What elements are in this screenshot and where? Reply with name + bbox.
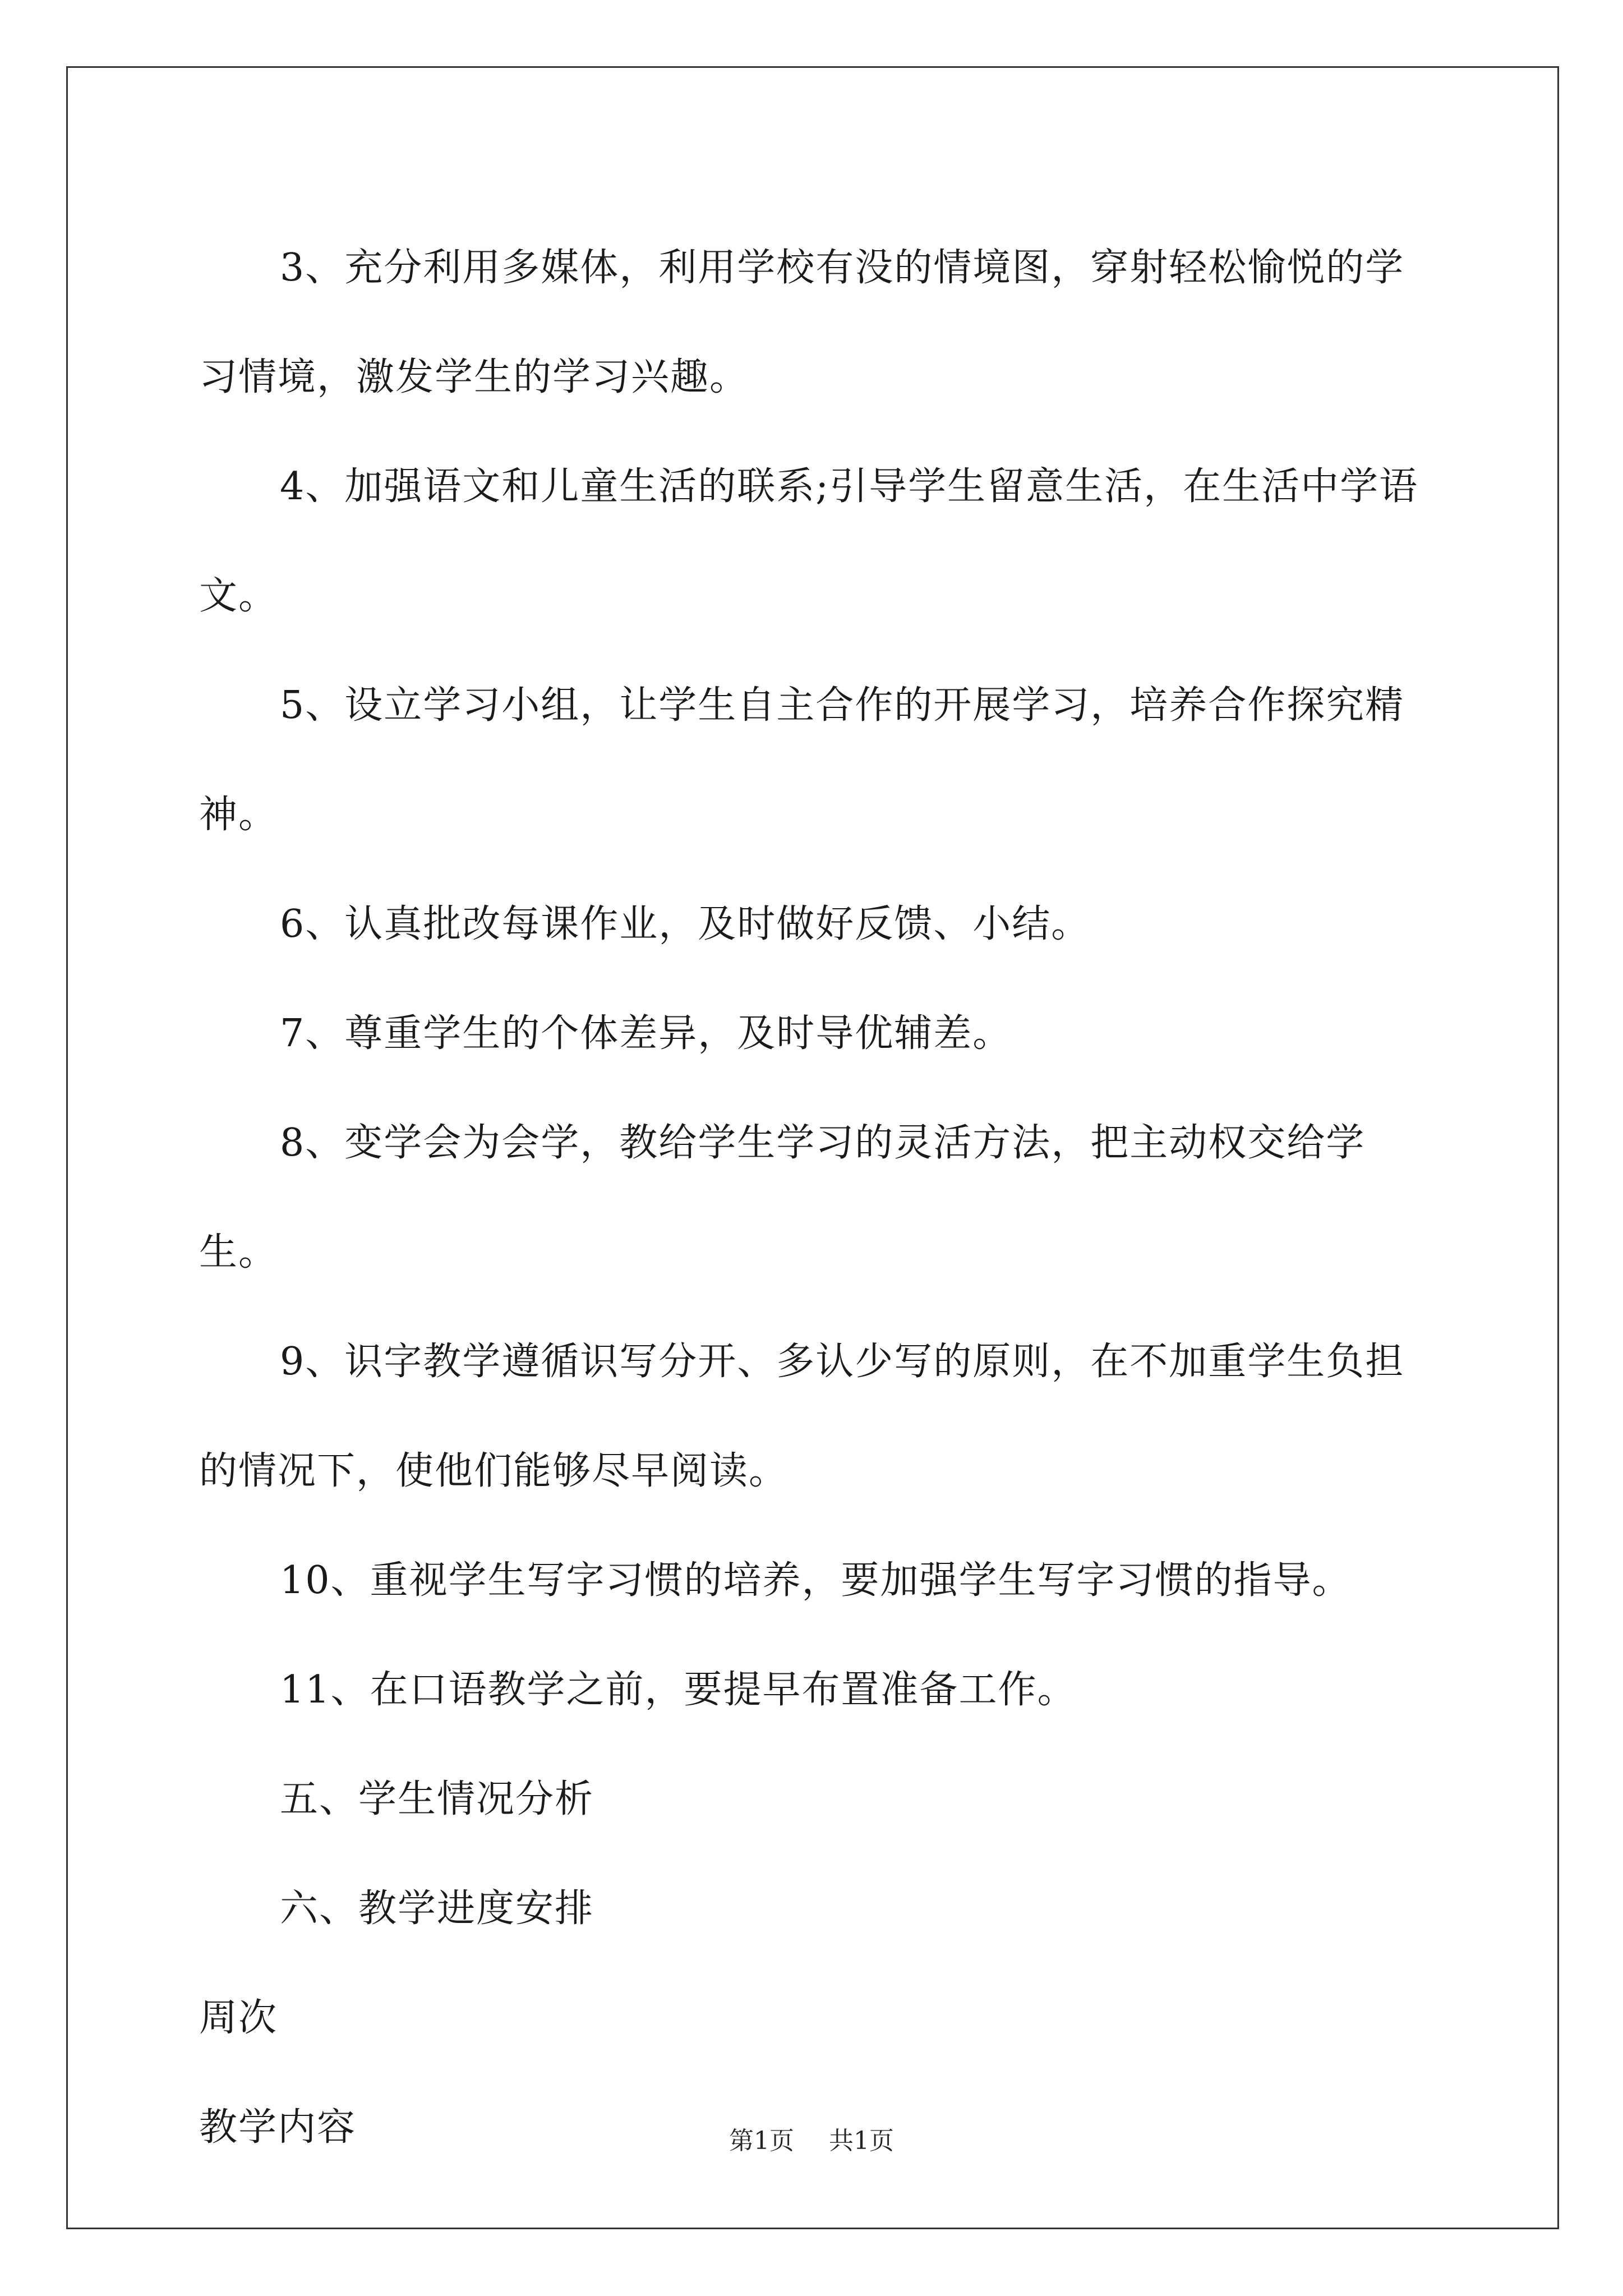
page-number-total: 共1页 <box>829 2127 894 2155</box>
paragraph-item-6: 6、认真批改每课作业，及时做好反馈、小结。 <box>280 902 1091 946</box>
paragraph-item-3: 3、充分利用多媒体，利用学校有没的情境图，穿射轻松愉悦的学习情境，激发学生的学习兴趣。 <box>199 246 1405 399</box>
paragraph-item-9: 9、识字教学遵循识写分开、多认少写的原则，在不加重学生负担的情况下，使他们能够尽早阅读。 <box>199 1340 1405 1493</box>
paragraph-item-8: 8、变学会为会学，教给学生学习的灵活方法，把主动权交给学生。 <box>199 1121 1366 1274</box>
paragraph-item-7: 7、尊重学生的个体差异，及时导优辅差。 <box>280 1011 1012 1056</box>
page-footer <box>0 2120 1623 2156</box>
paragraph-item-5: 5、设立学习小组，让学生自主合作的开展学习，培养合作探究精神。 <box>199 683 1405 837</box>
paragraph-item-10: 10、重视学生写字习惯的培养，要加强学生写字习惯的指导。 <box>280 1558 1352 1603</box>
document-body <box>199 213 1427 2182</box>
paragraph-item-11: 11、在口语教学之前，要提早布置准备工作。 <box>280 1668 1077 1712</box>
schedule-label-week: 周次 <box>199 1996 278 2040</box>
page-number-current: 第1页 <box>729 2127 794 2155</box>
paragraph-item-4: 4、加强语文和儿童生活的联系;引导学生留意生活，在生活中学语文。 <box>199 464 1419 618</box>
section-heading-schedule: 六、教学进度安排 <box>280 1887 594 1931</box>
section-heading-student-analysis: 五、学生情况分析 <box>280 1777 594 1821</box>
schedule-label-content: 教学内容 <box>199 2105 357 2150</box>
